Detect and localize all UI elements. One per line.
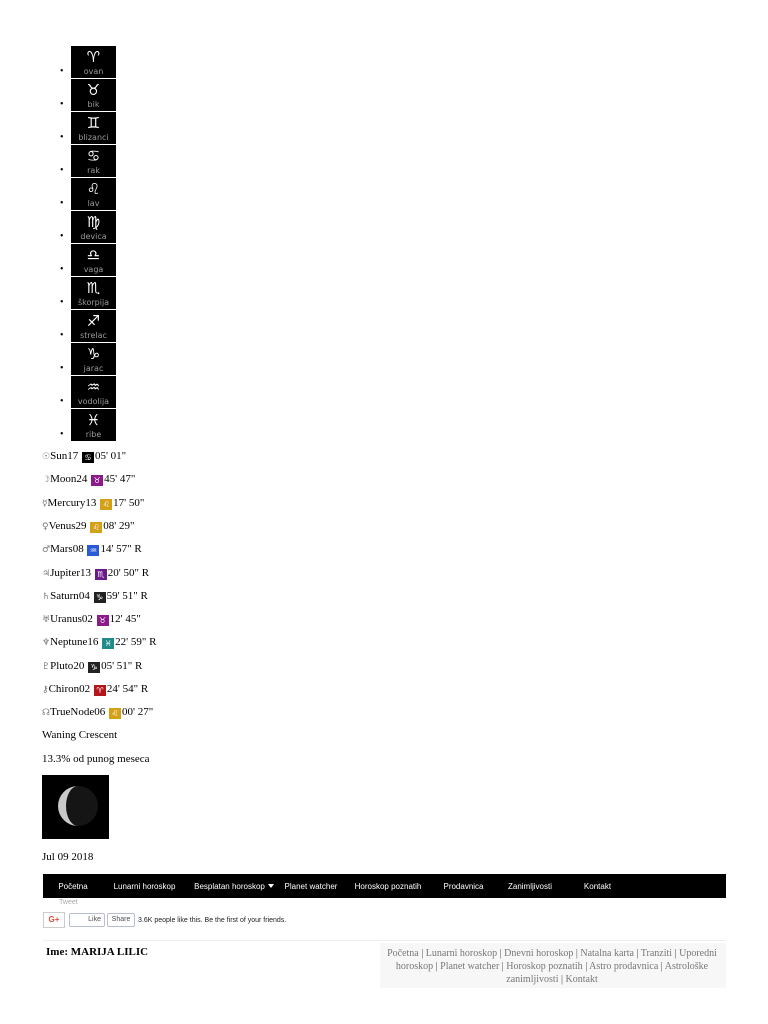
planet-name: Saturn (50, 589, 79, 602)
zodiac-item (60, 211, 120, 243)
bullet: • (60, 396, 64, 407)
zodiac-symbol-icon: ♓ (86, 411, 101, 429)
moon-phase-image (42, 775, 109, 839)
zodiac-symbol-icon: ♌ (86, 180, 101, 198)
footer-link[interactable]: Planet watcher (440, 961, 500, 972)
zodiac-sign-name: bik (87, 100, 100, 109)
zodiac-item (60, 79, 120, 111)
google-plus-button[interactable]: G+ (43, 912, 65, 928)
planet-degree: 13 (85, 496, 97, 509)
sign-symbol-icon: ♌ (100, 499, 112, 510)
moon-phase-name: Waning Crescent (42, 729, 118, 741)
planet-degree: 02 (79, 683, 91, 695)
planet-minutes-seconds: 20' 50" (107, 566, 140, 579)
author-name: Ime: MARIJA LILIC (46, 946, 149, 958)
planet-symbol-icon: ⚷ (42, 685, 49, 695)
moon-illumination: 13.3% od punog meseca (42, 753, 150, 765)
zodiac-sign-link[interactable] (71, 112, 116, 144)
nav-item-label: Planet watcher (284, 881, 338, 891)
nav-item[interactable] (491, 882, 569, 891)
bullet: • (60, 330, 64, 341)
zodiac-sign-link[interactable] (71, 46, 116, 78)
zodiac-sign-name: rak (87, 166, 100, 175)
retrograde-marker: R (140, 589, 148, 602)
nav-item-label: Besplatan horoskop (194, 881, 265, 891)
footer-link[interactable]: Dnevni horoskop (504, 948, 574, 959)
planet-degree: 29 (75, 519, 87, 532)
zodiac-item (60, 310, 120, 342)
planet-name: Pluto (50, 659, 74, 672)
planet-row (42, 495, 144, 511)
sign-symbol-icon: ♏ (95, 569, 107, 580)
footer-link[interactable]: Astro prodavnica (589, 961, 659, 972)
zodiac-sign-link[interactable] (71, 409, 116, 441)
bullet: • (60, 363, 64, 374)
zodiac-sign-link[interactable] (71, 244, 116, 276)
bullet: • (60, 66, 64, 77)
zodiac-sign-link[interactable] (71, 277, 116, 309)
zodiac-symbol-icon: ♊ (86, 114, 101, 132)
zodiac-symbol-icon: ♐ (86, 312, 101, 330)
planet-name: Jupiter (50, 566, 81, 579)
planet-row (42, 518, 134, 534)
zodiac-item (60, 409, 120, 441)
zodiac-sign-name: ovan (83, 67, 104, 76)
zodiac-sign-link[interactable] (71, 343, 116, 375)
planet-minutes-seconds: 22' 59" (115, 636, 147, 649)
zodiac-item (60, 277, 120, 309)
zodiac-sign-name: lav (87, 199, 100, 208)
zodiac-sign-name: ribe (85, 430, 102, 439)
planet-symbol-icon: ☊ (42, 708, 50, 719)
sign-symbol-icon: ♈ (94, 685, 106, 696)
planet-name: Chiron (48, 683, 80, 695)
zodiac-item (60, 46, 120, 78)
planet-symbol-icon: ♇ (42, 661, 51, 672)
planet-symbol-icon: ♃ (42, 568, 51, 579)
facebook-share-button[interactable]: Share (107, 913, 135, 927)
nav-item[interactable] (282, 882, 340, 891)
sign-symbol-icon: ♒ (87, 545, 99, 556)
planet-symbol-icon: ♀ (42, 521, 49, 532)
planet-symbol-icon: ☉ (42, 452, 51, 462)
zodiac-symbol-icon: ♏ (86, 279, 101, 297)
zodiac-item (60, 376, 120, 408)
sign-symbol-icon: ♉ (91, 475, 103, 486)
bullet: • (60, 132, 64, 143)
retrograde-marker: R (140, 683, 149, 695)
planet-minutes-seconds: 59' 51" (106, 589, 138, 602)
planet-row (42, 471, 135, 487)
sign-symbol-icon: ♌ (109, 708, 121, 719)
planet-symbol-icon: ♂ (42, 545, 51, 556)
main-navigation (43, 874, 726, 898)
planet-row (42, 634, 156, 650)
planet-name: Sun (50, 450, 68, 462)
planet-degree: 16 (87, 636, 99, 649)
footer-link[interactable]: Astrološke zanimljivosti (506, 961, 709, 985)
planet-name: Neptune (50, 636, 88, 649)
planet-row (42, 448, 126, 464)
planet-minutes-seconds: 14' 57" (100, 543, 132, 556)
planet-name: Mars (50, 543, 73, 556)
footer-link[interactable]: Natalna karta (580, 948, 634, 959)
facebook-like-button[interactable]: Like (69, 913, 105, 927)
footer-links: Početna | Lunarni horoskop | Dnevni horoskop | Natalna karta | Tranziti | Uporedni horoskop | Planet watcher | Horoskop poznatih | Astro prodavnica | Astrološke zanimljivosti | Kontakt (387, 948, 717, 985)
planet-minutes-seconds: 17' 50" (113, 496, 145, 509)
planet-minutes-seconds: 08' 29" (103, 519, 135, 532)
planet-degree: 20 (73, 659, 85, 672)
sign-symbol-icon: ♑ (88, 662, 100, 673)
planet-minutes-seconds: 12' 45" (109, 613, 141, 626)
sign-symbol-icon: ♓ (102, 638, 114, 649)
nav-item[interactable] (340, 882, 436, 891)
footer-link[interactable]: Kontakt (565, 974, 598, 985)
sign-symbol-icon: ♋ (82, 452, 94, 463)
zodiac-symbol-icon: ♎ (86, 246, 101, 264)
footer-link[interactable]: Horoskop poznatih (506, 961, 583, 972)
zodiac-sign-link[interactable] (71, 145, 116, 177)
tweet-button[interactable]: Tweet (59, 899, 78, 906)
planet-row (42, 681, 148, 697)
footer-divider (43, 940, 726, 941)
bullet: • (60, 231, 64, 242)
zodiac-sign-name: vodolija (77, 397, 110, 406)
zodiac-item (60, 112, 120, 144)
planet-degree: 08 (72, 543, 84, 556)
bullet: • (60, 429, 64, 440)
planet-row (42, 565, 149, 581)
footer-link[interactable]: Uporedni horoskop (395, 948, 717, 972)
zodiac-symbol-icon: ♈ (86, 48, 101, 66)
bullet: • (60, 99, 64, 110)
social-bar (43, 912, 286, 928)
planet-symbol-icon: ♄ (42, 591, 51, 602)
likes-count-text: 3.6K people like this. Be the first of your friends. (138, 916, 287, 924)
planet-degree: 24 (76, 473, 88, 486)
nav-item-label: Lunarni horoskop (113, 881, 176, 891)
caret-down-icon (268, 884, 274, 888)
planet-row (42, 611, 141, 627)
planet-minutes-seconds: 05' 51" (101, 659, 133, 672)
zodiac-symbol-icon: ♍ (86, 213, 101, 231)
planet-row (42, 704, 153, 720)
bullet: • (60, 198, 64, 209)
bullet: • (60, 264, 64, 275)
zodiac-sign-name: jarac (83, 364, 104, 373)
zodiac-sign-link[interactable] (71, 178, 116, 210)
zodiac-sign-name: škorpija (77, 298, 110, 307)
sign-symbol-icon: ♉ (97, 615, 109, 626)
nav-item[interactable] (43, 882, 103, 891)
nav-item-label: Zanimljivosti (507, 881, 552, 891)
zodiac-sign-name: vaga (83, 265, 104, 274)
nav-item[interactable] (103, 882, 186, 891)
sign-symbol-icon: ♑ (94, 592, 106, 603)
nav-item-label: Početna (58, 881, 88, 891)
zodiac-item (60, 178, 120, 210)
planet-row (42, 658, 142, 674)
zodiac-symbol-icon: ♉ (86, 81, 101, 99)
zodiac-sign-link[interactable] (71, 376, 116, 408)
planet-minutes-seconds: 24' 54" (106, 683, 139, 695)
zodiac-sign-name: blizanci (78, 133, 109, 142)
planet-name: Venus (48, 519, 76, 532)
planet-name: Uranus (50, 613, 82, 626)
zodiac-item (60, 145, 120, 177)
planet-symbol-icon: ♅ (42, 615, 51, 626)
zodiac-item (60, 244, 120, 276)
nav-item[interactable] (186, 882, 282, 891)
zodiac-sign-link[interactable] (71, 211, 116, 243)
planet-minutes-seconds: 00' 27" (121, 706, 154, 719)
zodiac-item (60, 343, 120, 375)
planet-row (42, 541, 142, 557)
zodiac-sign-link[interactable] (71, 310, 116, 342)
nav-item-label: Prodavnica (443, 881, 484, 891)
planet-row (42, 588, 148, 604)
planet-minutes-seconds: 05' 01" (94, 450, 127, 462)
footer-link[interactable]: Početna (387, 948, 419, 959)
zodiac-sign-name: devica (80, 232, 107, 241)
planet-degree: 06 (94, 706, 106, 719)
planet-degree: 13 (80, 566, 92, 579)
nav-item-label: Horoskop poznatih (354, 881, 422, 891)
zodiac-sign-link[interactable] (71, 79, 116, 111)
planet-degree: 04 (78, 589, 90, 602)
moon-date: Jul 09 2018 (42, 851, 94, 863)
zodiac-sign-name: strelac (80, 331, 107, 340)
zodiac-symbol-icon: ♒ (86, 378, 101, 396)
retrograde-marker: R (134, 543, 142, 556)
bullet: • (60, 165, 64, 176)
sign-symbol-icon: ♌ (90, 522, 102, 533)
footer-link[interactable]: Lunarni horoskop (425, 948, 498, 959)
nav-item[interactable] (569, 882, 626, 891)
planet-name: Moon (50, 473, 77, 486)
retrograde-marker: R (149, 636, 157, 649)
planet-name: TrueNode (50, 706, 95, 719)
planet-symbol-icon: ☽ (42, 475, 51, 486)
zodiac-symbol-icon: ♑ (86, 345, 101, 363)
zodiac-symbol-icon: ♋ (86, 147, 101, 165)
nav-item[interactable] (436, 882, 491, 891)
bullet: • (60, 297, 64, 308)
retrograde-marker: R (135, 659, 143, 672)
planet-symbol-icon: ♆ (42, 638, 51, 649)
planet-name: Mercury (47, 496, 86, 509)
planet-degree: 02 (81, 613, 93, 626)
nav-item-label: Kontakt (583, 881, 612, 891)
planet-symbol-icon: ☿ (42, 498, 48, 509)
retrograde-marker: R (141, 566, 150, 579)
planet-minutes-seconds: 45' 47" (104, 473, 136, 486)
planet-degree: 17 (67, 450, 79, 462)
footer-link[interactable]: Tranziti (640, 948, 673, 959)
